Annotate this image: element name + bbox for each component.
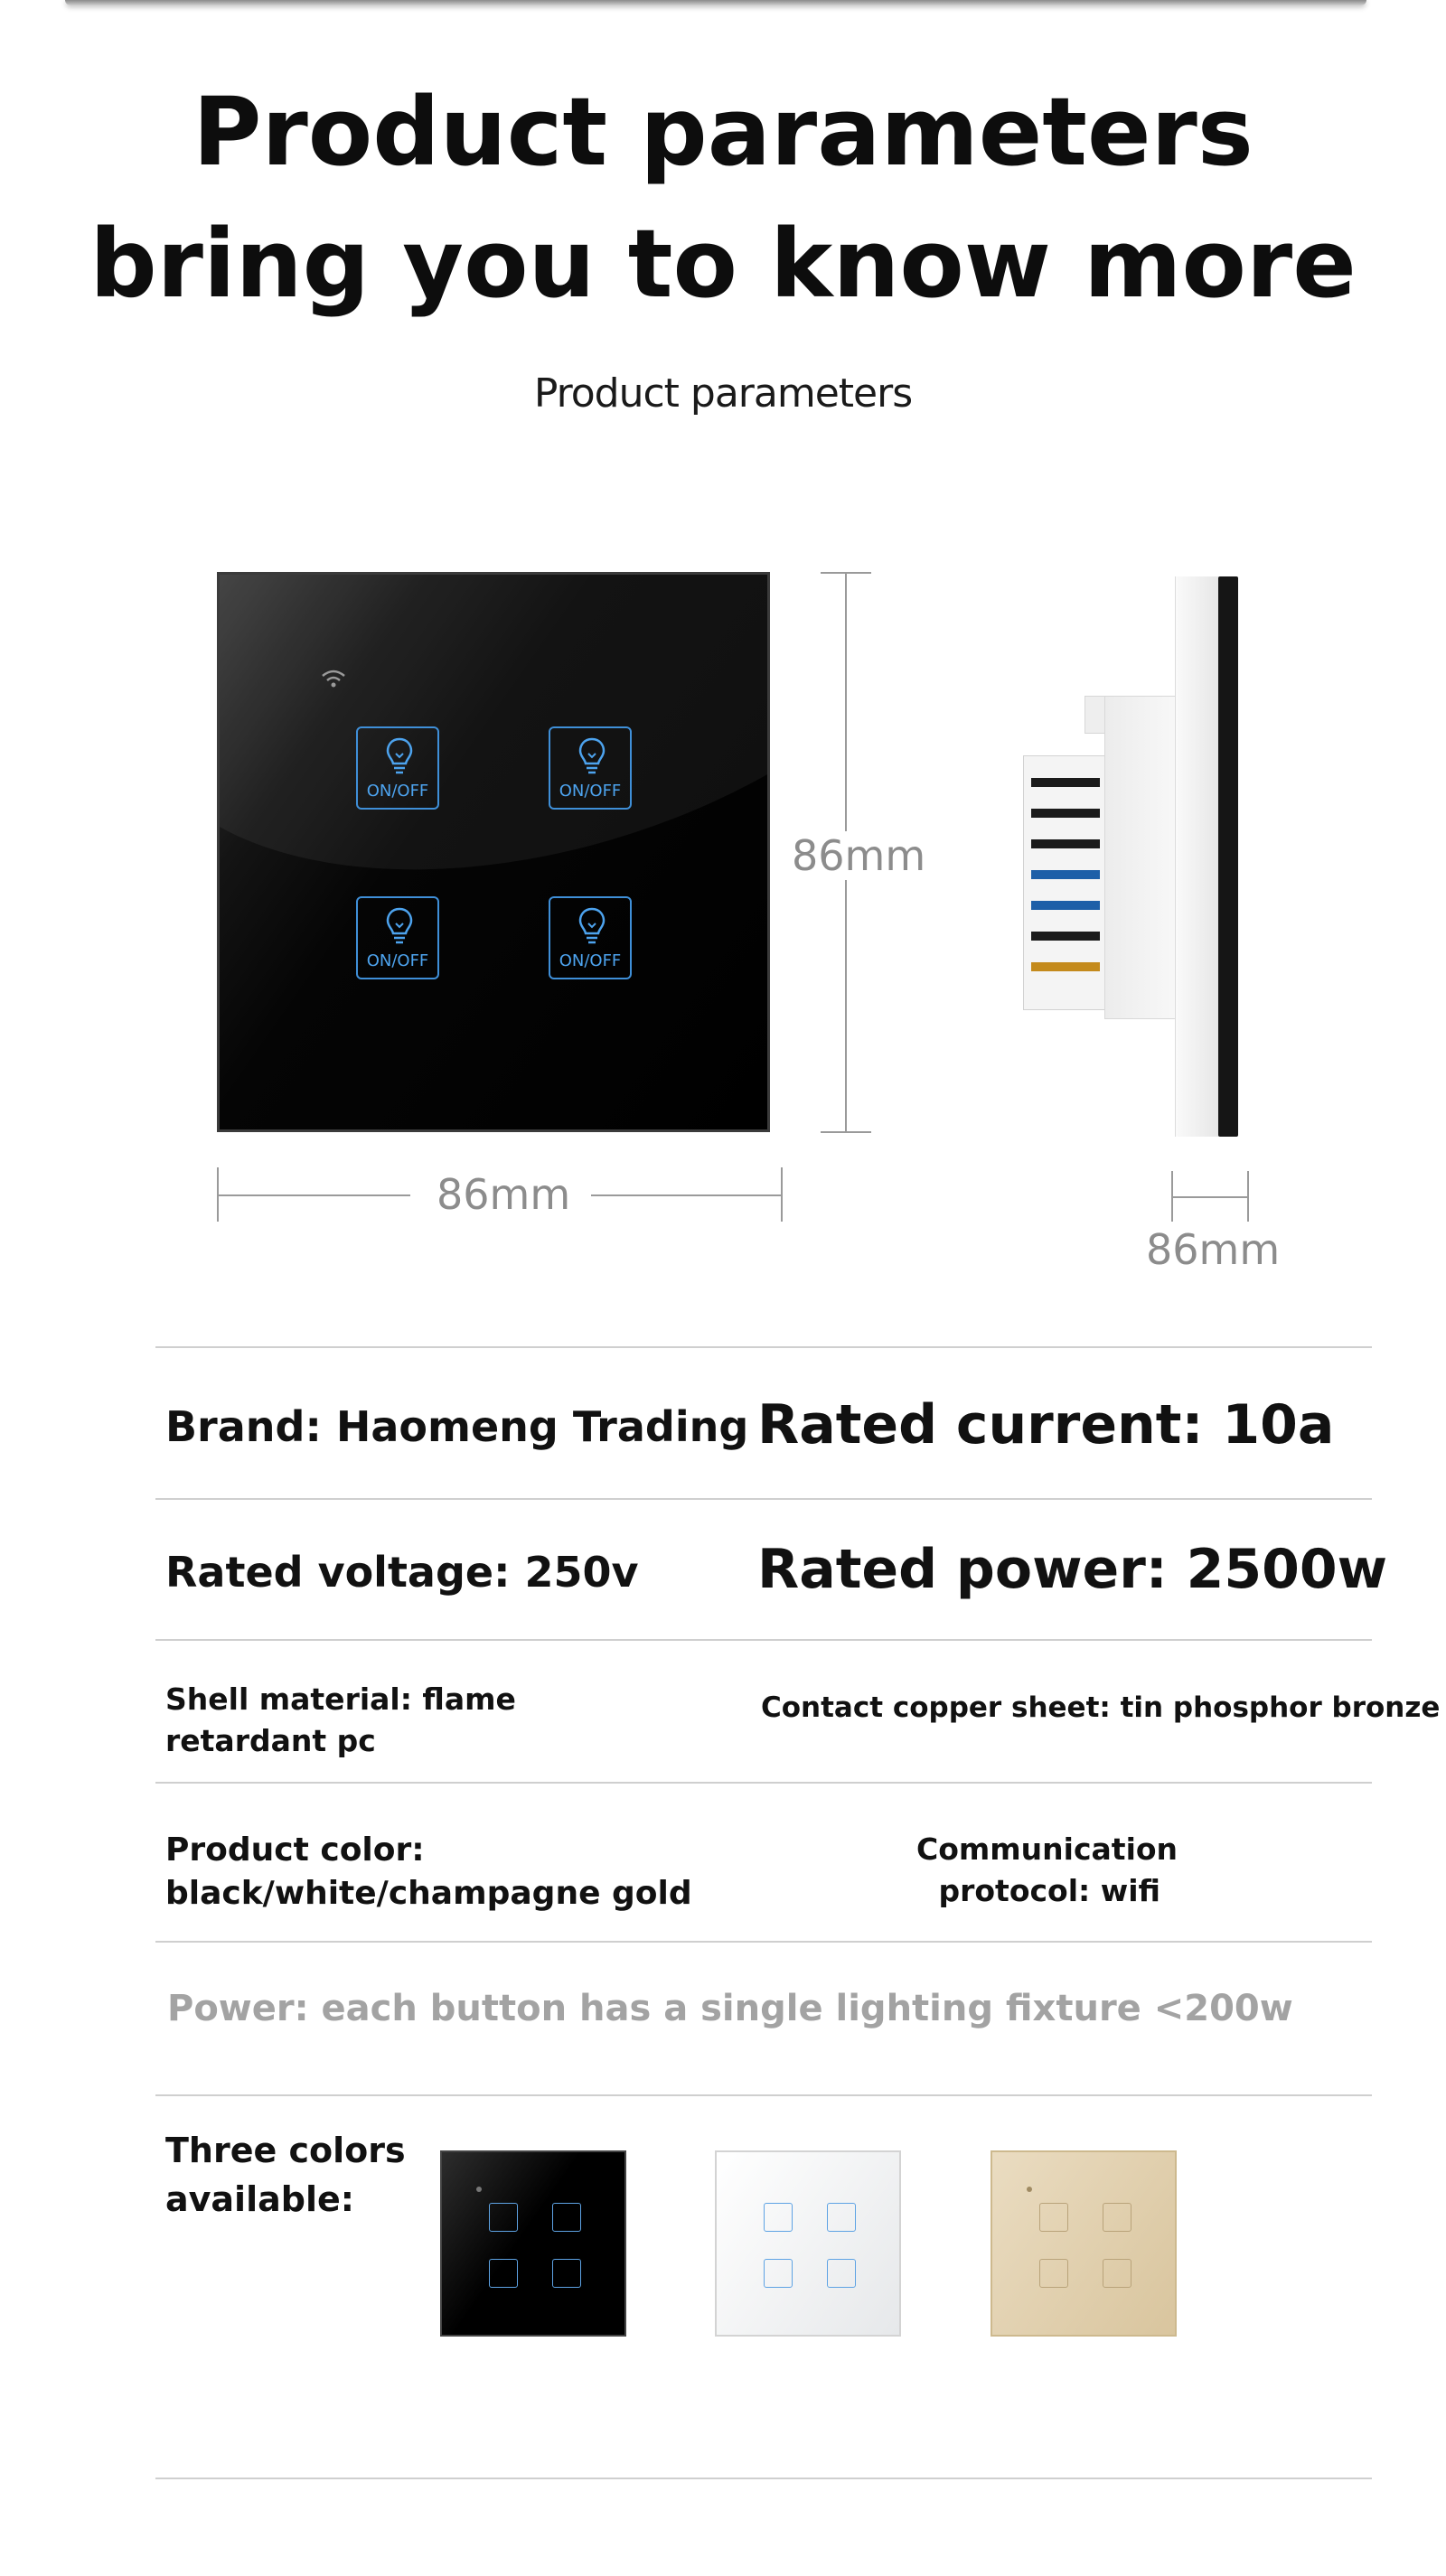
bulb-icon	[577, 737, 606, 777]
spec-rated-current: Rated current: 10a	[757, 1393, 1335, 1457]
power-note: Power: each button has a single lighting fixture <200w	[167, 1988, 1293, 2029]
mini-button-icon	[764, 2259, 793, 2288]
side-glass-panel	[1218, 576, 1238, 1137]
headline-line-2: bring you to know more	[89, 209, 1357, 319]
spec-communication	[916, 1829, 1178, 1912]
mini-button-icon	[827, 2259, 856, 2288]
touch-button-4[interactable]	[549, 896, 632, 979]
touch-button-1[interactable]	[356, 726, 439, 810]
bulb-icon	[385, 907, 414, 947]
spec-contact-copper: Contact copper sheet: tin phosphor bronze	[761, 1691, 1441, 1724]
on-off-label: ON/OFF	[366, 782, 429, 801]
width-dimension-label: 86mm	[437, 1170, 571, 1219]
depth-dimension-cap-right	[1247, 1171, 1249, 1222]
color-swatch-white[interactable]	[715, 2150, 901, 2337]
spec-shell-material-line-1: Shell material: flame	[165, 1681, 516, 1717]
spec-shell-material-line-2: retardant pc	[165, 1723, 376, 1758]
on-off-label: ON/OFF	[559, 782, 622, 801]
spec-brand: Brand: Haomeng Trading	[165, 1402, 749, 1451]
mini-button-icon	[1039, 2259, 1068, 2288]
width-dimension-line-right	[591, 1194, 783, 1196]
colors-label-line-2: available:	[165, 2179, 354, 2219]
width-dimension-cap-left	[217, 1167, 219, 1222]
wifi-icon	[321, 669, 346, 688]
mini-button-icon	[1039, 2203, 1068, 2232]
color-swatch-black[interactable]	[440, 2150, 626, 2337]
depth-dimension-label: 86mm	[1146, 1225, 1281, 1274]
spec-product-color	[165, 1829, 692, 1916]
touch-button-2[interactable]	[549, 726, 632, 810]
on-off-label: ON/OFF	[366, 951, 429, 970]
spec-shell-material	[165, 1679, 516, 1762]
side-mounting-plate	[1175, 576, 1219, 1137]
divider	[155, 1639, 1372, 1641]
depth-dimension-cap-left	[1171, 1171, 1173, 1222]
top-shadow-bar	[65, 0, 1366, 5]
headline-line-1: Product parameters	[192, 77, 1254, 187]
divider	[155, 1346, 1372, 1348]
height-dimension-cap-bottom	[821, 1131, 871, 1133]
mini-button-icon	[489, 2259, 518, 2288]
divider	[155, 2094, 1372, 2096]
on-off-label: ON/OFF	[559, 951, 622, 970]
side-terminal-block	[1023, 755, 1108, 1010]
touch-button-3[interactable]	[356, 896, 439, 979]
mini-button-icon	[552, 2203, 581, 2232]
bulb-icon	[385, 737, 414, 777]
divider	[155, 1782, 1372, 1784]
spec-communication-line-2: protocol: wifi	[938, 1873, 1160, 1908]
spec-communication-line-1: Communication	[916, 1831, 1178, 1867]
colors-label	[165, 2126, 406, 2224]
wifi-dot-icon	[1027, 2187, 1032, 2192]
width-dimension-cap-right	[781, 1167, 783, 1222]
spec-product-color-line-2: black/white/champagne gold	[165, 1875, 692, 1912]
height-dimension-cap-top	[821, 572, 871, 574]
divider	[155, 2478, 1372, 2479]
wifi-dot-icon	[476, 2187, 482, 2192]
color-swatch-champagne-gold[interactable]	[991, 2150, 1177, 2337]
colors-label-line-1: Three colors	[165, 2131, 406, 2170]
spec-rated-voltage: Rated voltage: 250v	[165, 1548, 639, 1597]
spec-rated-power: Rated power: 2500w	[757, 1538, 1388, 1601]
mini-button-icon	[1103, 2259, 1131, 2288]
mini-button-icon	[489, 2203, 518, 2232]
mini-button-icon	[827, 2203, 856, 2232]
width-dimension-line-left	[217, 1194, 410, 1196]
height-dimension-label: 86mm	[788, 831, 929, 880]
mini-button-icon	[552, 2259, 581, 2288]
bulb-icon	[577, 907, 606, 947]
spec-product-color-line-1: Product color:	[165, 1831, 425, 1869]
depth-dimension-line	[1171, 1196, 1249, 1198]
divider	[155, 1941, 1372, 1943]
mini-button-icon	[764, 2203, 793, 2232]
subtitle: Product parameters	[533, 370, 913, 417]
side-housing	[1104, 696, 1178, 1019]
switch-panel-front	[217, 572, 770, 1132]
divider	[155, 1498, 1372, 1500]
mini-button-icon	[1103, 2203, 1131, 2232]
